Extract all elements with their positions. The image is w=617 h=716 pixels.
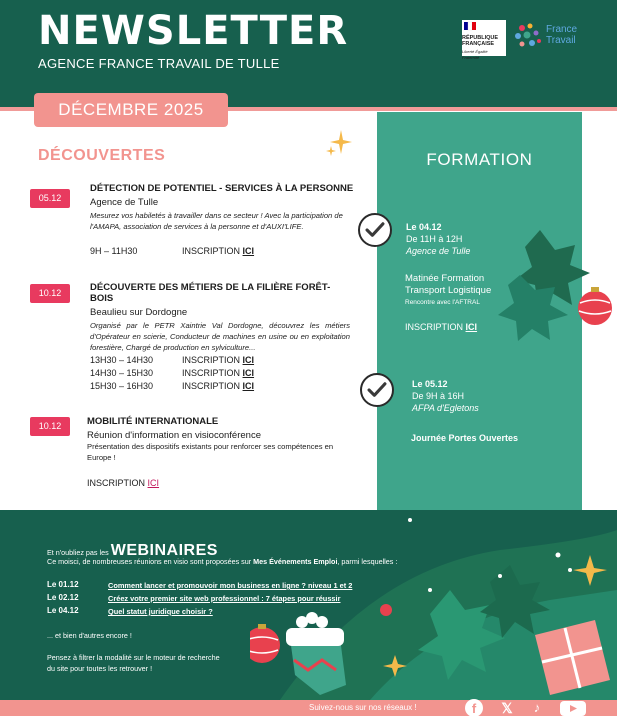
event-slot-inscription [182,368,254,378]
event-title: DÉCOUVERTE DES MÉTIERS DE LA FILIÈRE FORÊT-BOIS [90,282,331,304]
newsletter-title: NEWSLETTER [38,8,349,54]
tiktok-icon[interactable]: ♪ [533,700,541,715]
inscription-link[interactable]: ICI [242,368,255,378]
event-slot-inscription [182,246,254,256]
inscription-link[interactable]: ICI [242,246,255,256]
webinaires-hint [47,652,267,674]
event-date-badge: 10.12 [30,284,70,303]
formation-heading: FORMATION [426,150,533,169]
formation-date: Le 04.12 [406,222,442,232]
hint-line-1: Pensez à filtrer la modalité sur le moteur de recherche [47,653,220,662]
formation-note: Rencontre avec l'AFTRAL [405,299,480,306]
youtube-icon[interactable] [560,701,586,716]
webinaires-line [47,557,467,566]
check-icon [358,213,392,247]
formation-date: Le 05.12 [412,379,448,389]
formation-title: Journée Portes Ouvertes [411,433,519,443]
rf-logo-text: RÉPUBLIQUE FRANÇAISE Liberté Égalité Fraternité [462,35,499,60]
month-label: DÉCEMBRE 2025 [34,93,228,127]
inscription-label: INSCRIPTION [182,368,241,378]
event-slot-inscription [87,478,159,488]
inscription-link[interactable]: ICI [242,381,255,391]
formation-title-line-1: Matinée Formation [405,273,485,284]
agency-subtitle: AGENCE FRANCE TRAVAIL DE TULLE [38,56,280,71]
formation-inscription [405,321,477,333]
webinaires-line-end: , parmi lesquelles : [337,557,398,566]
event-place: Réunion d'information en visioconférence [87,430,261,441]
webinaires-line-text: Ce moisci, de nombreuses réunions en visio sont proposées sur [47,557,252,566]
inscription-link[interactable]: ICI [147,478,160,488]
formation-place: Agence de Tulle [406,246,471,256]
inscription-label: INSCRIPTION [182,355,241,365]
webinar-link[interactable]: Quel statut juridique choisir ? [108,607,213,616]
event-date-badge: 10.12 [30,417,70,436]
inscription-label: INSCRIPTION [182,381,241,391]
event-title: DÉTECTION DE POTENTIEL - SERVICES À LA PERSONNE [90,183,354,194]
webinaires-more: ... et bien d'autres encore ! [47,631,132,640]
inscription-label: INSCRIPTION [87,478,146,488]
inscription-link[interactable]: ICI [465,322,478,332]
event-slot-inscription [182,381,254,391]
webinar-date: Le 02.12 [47,593,79,602]
event-slot-time: 14H30 – 15H30 [90,368,154,378]
check-icon [360,373,394,407]
christmas-decoration [250,510,617,700]
event-slot-time: 15H30 – 16H30 [90,381,154,391]
inscription-label: INSCRIPTION [182,246,241,256]
event-description: Présentation des dispositifs existants pour renforcer ses compétences en Europe ! [87,442,334,462]
formation-time: De 11H à 12H [406,234,463,244]
inscription-link[interactable]: ICI [242,355,255,365]
event-1 [90,183,360,232]
webinar-date: Le 04.12 [47,606,79,615]
inscription-label: INSCRIPTION [405,322,464,332]
formation-item-2 [412,378,522,414]
france-travail-logo-text: France Travail [546,24,578,46]
event-2 [90,282,350,353]
event-place: Agence de Tulle [90,197,159,208]
intro-text: Et n'oubliez pas les [47,548,109,557]
webinar-link[interactable]: Créez votre premier site web professionnel : 7 étapes pour réussir [108,594,341,603]
event-date-badge: 05.12 [30,189,70,208]
facebook-icon[interactable]: f [465,699,483,716]
webinaires-heading: WEBINAIRES [110,542,218,559]
follow-us-text: Suivez-nous sur nos réseaux ! [309,703,417,712]
formation-item-1 [406,221,516,257]
sparkle-icon [325,128,353,158]
event-slot-time: 13H30 – 14H30 [90,355,154,365]
event-3 [87,416,337,463]
formation-title-line-2: Transport Logistique [405,285,492,296]
event-place: Beaulieu sur Dordogne [90,307,188,318]
formation-time: De 9H à 16H [412,391,465,401]
x-icon[interactable]: 𝕏 [501,700,513,716]
hint-line-2: du site pour toutes les retrouver ! [47,664,153,673]
event-title: MOBILITÉ INTERNATIONALE [87,416,219,427]
event-description: Mesurez vos habiletés à travailler dans ce secteur ! Avec la participation de l'AMAPA, association de services à la personne et d'AUXI'LIFE. [90,211,343,231]
formation-item-1-details [405,273,535,309]
event-slot-inscription [182,355,254,365]
mes-evenements-emploi-link[interactable]: Mes Événements Emploi [253,557,338,566]
webinar-link[interactable]: Comment lancer et promouvoir mon business en ligne ? niveau 1 et 2 [108,581,353,590]
event-description: Organisé par le PETR Xaintrie Val Dordogne, découvrez les métiers d'Opérateur en scierie, Conducteur de machines en usine ou en exploitation forestière, Chargé de production en sylviculture... [90,321,350,352]
decouvertes-heading: DÉCOUVERTES [38,147,166,164]
formation-place: AFPA d'Egletons [412,403,479,413]
webinar-date: Le 01.12 [47,580,79,589]
event-slot-time: 9H – 11H30 [90,246,138,256]
